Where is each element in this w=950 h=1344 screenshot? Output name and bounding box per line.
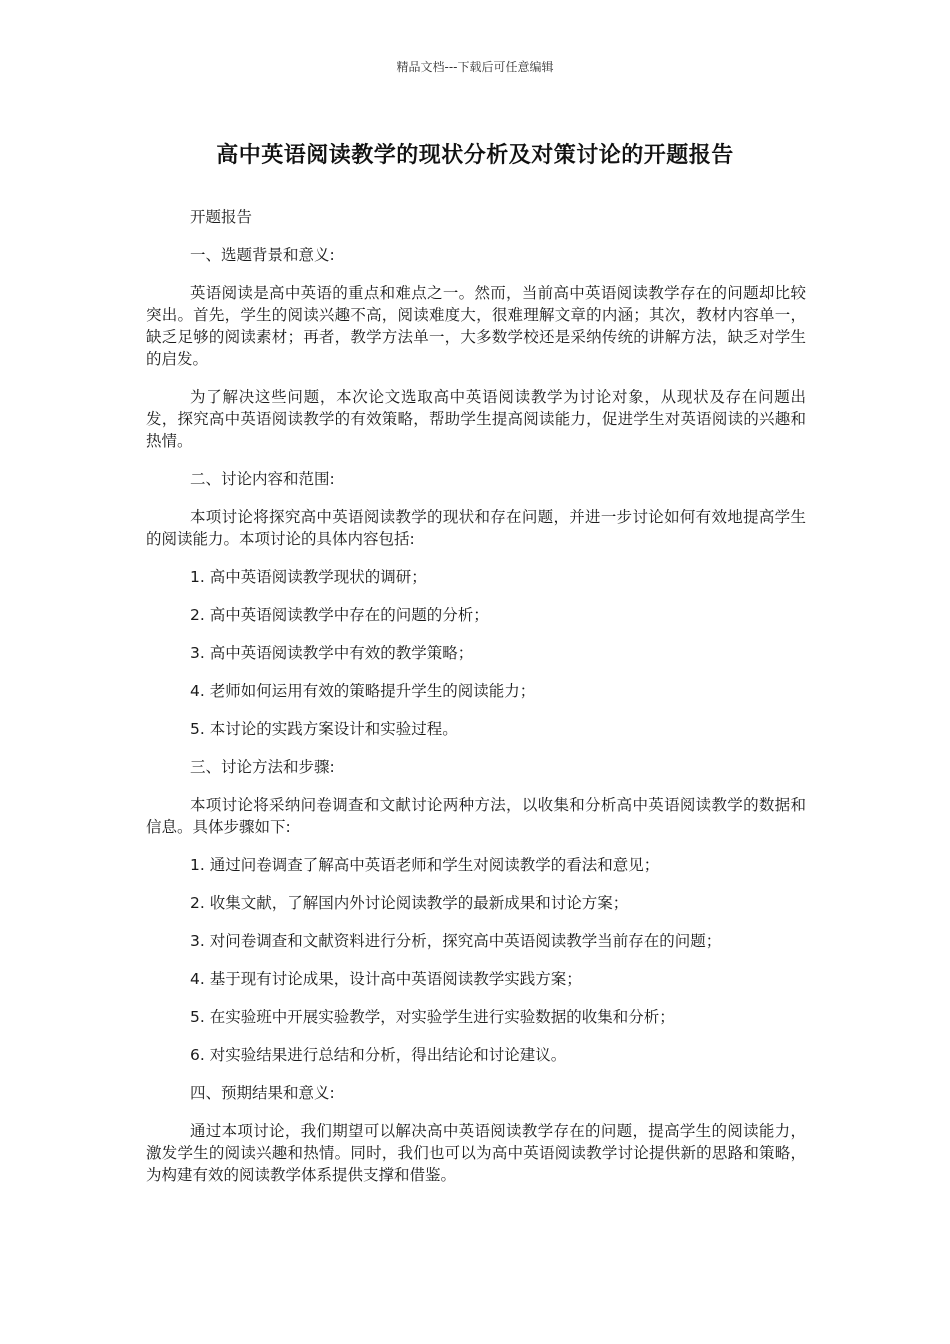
section-3-list-item: 6. 对实验结果进行总结和分析，得出结论和讨论建议。 [190, 1046, 567, 1064]
section-2-list-item: 3. 高中英语阅读教学中有效的教学策略； [190, 644, 474, 662]
section-1-paragraph: 为了解决这些问题，本次论文选取高中英语阅读教学为讨论对象，从现状及存在问题出发，探究高中英语阅读教学的有效策略，帮助学生提高阅读能力，促进学生对英语阅读的兴趣和热情。 [146, 388, 806, 450]
header-note: 精品文档---下载后可任意编辑 [396, 60, 554, 74]
section-2-heading: 二、讨论内容和范围: [190, 470, 335, 488]
section-3-list-item: 3. 对问卷调查和文献资料进行分析，探究高中英语阅读教学当前存在的问题； [190, 932, 722, 950]
section-3-list-item: 5. 在实验班中开展实验教学，对实验学生进行实验数据的收集和分析； [190, 1008, 675, 1026]
section-1-heading: 一、选题背景和意义: [190, 246, 335, 264]
section-2-list-item: 4. 老师如何运用有效的策略提升学生的阅读能力； [190, 682, 536, 700]
section-3-list-item: 4. 基于现有讨论成果，设计高中英语阅读教学实践方案； [190, 970, 582, 988]
section-4-paragraph: 通过本项讨论，我们期望可以解决高中英语阅读教学存在的问题，提高学生的阅读能力，激发学生的阅读兴趣和热情。同时，我们也可以为高中英语阅读教学讨论提供新的思路和策略，为构建有效的阅读教学体系提供支撑和借鉴。 [146, 1122, 806, 1184]
section-3-list-item: 1. 通过问卷调查了解高中英语老师和学生对阅读教学的看法和意见； [190, 856, 660, 874]
section-1-paragraph: 英语阅读是高中英语的重点和难点之一。然而，当前高中英语阅读教学存在的问题却比较突出。首先，学生的阅读兴趣不高，阅读难度大，很难理解文章的内涵；其次，教材内容单一，缺乏足够的阅读素材；再者，教学方法单一，大多数学校还是采纳传统的讲解方法，缺乏对学生的启发。 [146, 284, 806, 368]
section-2-intro: 本项讨论将探究高中英语阅读教学的现状和存在问题，并进一步讨论如何有效地提高学生的阅读能力。本项讨论的具体内容包括: [146, 508, 806, 548]
section-3-heading: 三、讨论方法和步骤: [190, 758, 335, 776]
section-2-list-item: 1. 高中英语阅读教学现状的调研； [190, 568, 427, 586]
section-2-list-item: 2. 高中英语阅读教学中存在的问题的分析； [190, 606, 489, 624]
document-body [146, 206, 806, 1202]
section-4-heading: 四、预期结果和意义: [190, 1084, 335, 1102]
section-2-list-item: 5. 本讨论的实践方案设计和实验过程。 [190, 720, 458, 738]
document-title: 高中英语阅读教学的现状分析及对策讨论的开题报告 [216, 143, 734, 168]
section-3-list-item: 2. 收集文献，了解国内外讨论阅读教学的最新成果和讨论方案； [190, 894, 629, 912]
report-label: 开题报告 [190, 208, 253, 226]
section-3-intro: 本项讨论将采纳问卷调查和文献讨论两种方法，以收集和分析高中英语阅读教学的数据和信息。具体步骤如下: [146, 796, 806, 836]
